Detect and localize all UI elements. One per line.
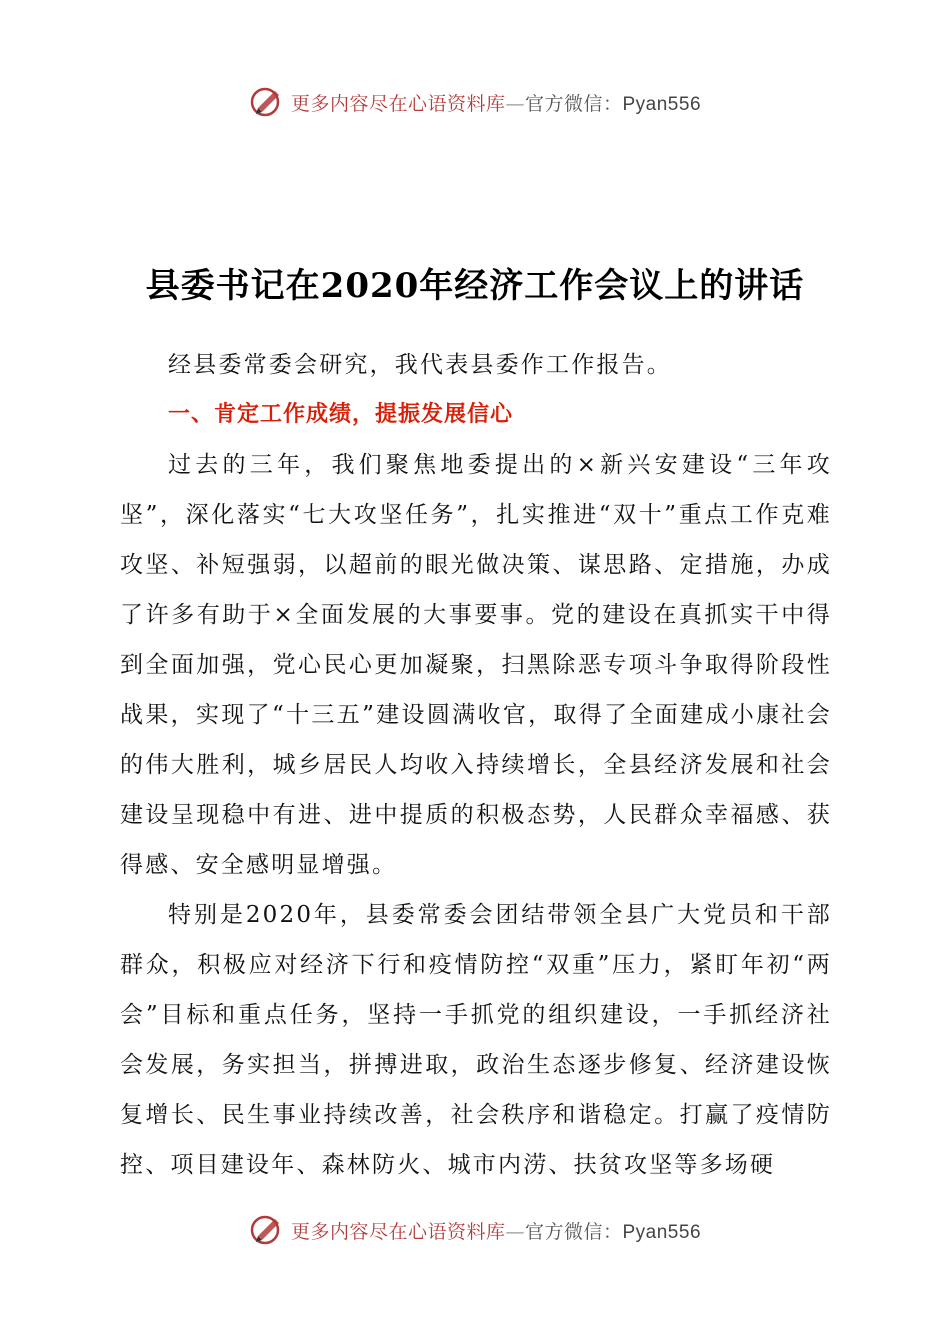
- footer-watermark: [0, 1210, 950, 1250]
- watermark-wechat-label: 官方微信：: [524, 1220, 623, 1243]
- body-paragraph-2: 特别是2020年，县委常委会团结带领全县广大党员和干部群众，积极应对经济下行和疫情防控“双重”压力，紧盯年初“两会”目标和重点任务，坚持一手抓党的组织建设，一手抓经济社会发展，务实担当，拼搏进取，政治生态逐步修复、经济建设恢复增长、民生事业持续改善，社会秩序和谐稳定。打赢了疫情防控、项目建设年、森林防火、城市内涝、扶贫攻坚等多场硬: [120, 902, 832, 1178]
- pen-logo-icon: [249, 1212, 285, 1248]
- watermark-separator: —: [505, 1220, 525, 1243]
- watermark-text: [291, 89, 701, 116]
- watermark-wechat-id: Pyan556: [622, 93, 702, 115]
- watermark-wechat-label: 官方微信：: [524, 92, 623, 115]
- body-paragraph-1: 过去的三年，我们聚焦地委提出的×新兴安建设“三年攻坚”，深化落实“七大攻坚任务”，扎实推进“双十”重点工作克难攻坚、补短强弱，以超前的眼光做决策、谋思路、定措施，办成了许多有助于×全面发展的大事要事。党的建设在真抓实干中得到全面加强，党心民心更加凝聚，扫黑除恶专项斗争取得阶段性战果，实现了“十三五”建设圆满收官，取得了全面建成小康社会的伟大胜利，城乡居民人均收入持续增长，全县经济发展和社会建设呈现稳中有进、进中提质的积极态势，人民群众幸福感、获得感、安全感明显增强。: [120, 452, 832, 878]
- watermark-wechat-id: Pyan556: [622, 1221, 702, 1243]
- section-heading: 一、肯定工作成绩，提振发展信心: [168, 402, 514, 427]
- header-watermark: [0, 82, 950, 122]
- watermark-library-text: 更多内容尽在心语资料库: [290, 1220, 506, 1243]
- document-title: 县委书记在2020年经济工作会议上的讲话: [145, 266, 805, 306]
- watermark-library-text: 更多内容尽在心语资料库: [290, 92, 506, 115]
- watermark-text: [291, 1217, 701, 1244]
- intro-paragraph: 经县委常委会研究，我代表县委作工作报告。: [168, 352, 672, 378]
- watermark-separator: —: [505, 92, 525, 115]
- pen-logo-icon: [249, 84, 285, 120]
- document-body: [120, 340, 832, 1190]
